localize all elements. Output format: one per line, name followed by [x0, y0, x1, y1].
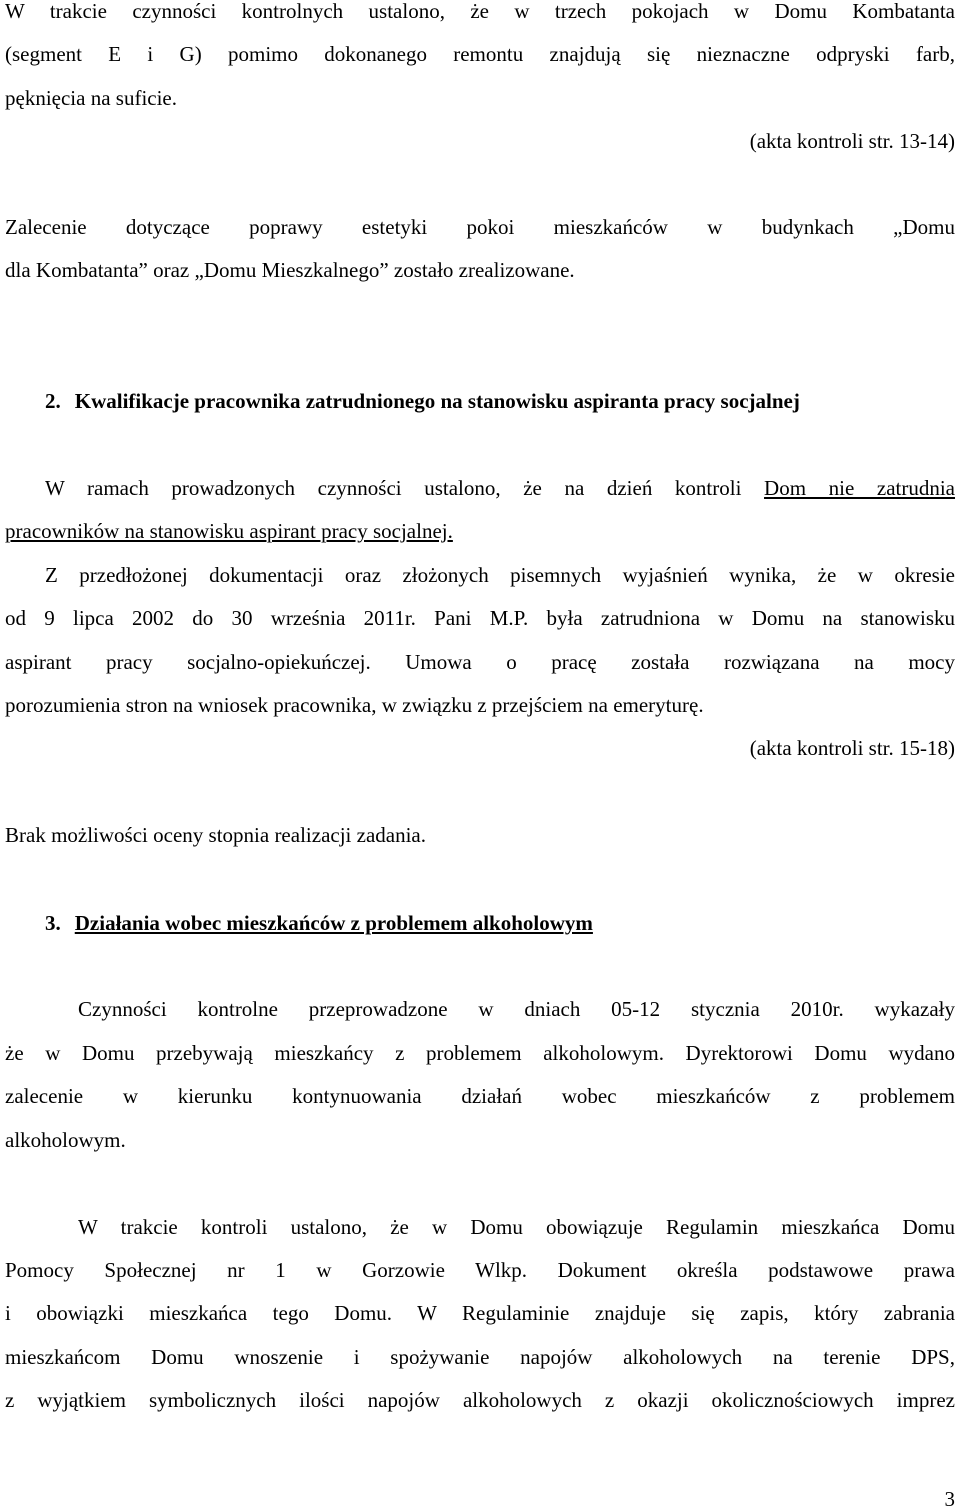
paragraph-3-line-1: [45, 478, 955, 499]
paragraph-7-line-4: mieszkańcom Domu wnoszenie i spożywanie napojów alkoholowych na terenie DPS,: [5, 1345, 955, 1369]
paragraph-3-line-2: pracowników na stanowisku aspirant pracy socjalnej.: [5, 519, 453, 543]
paragraph-6-line-1: Czynności kontrolne przeprowadzone w dniach 05-12 stycznia 2010r. wykazały: [78, 997, 955, 1021]
paragraph-7-line-5: z wyjątkiem symbolicznych ilości napojów alkoholowych z okazji okolicznościowych imprez: [5, 1388, 955, 1412]
paragraph-1-line-2: (segment E i G) pomimo dokonanego remontu znajdują się nieznaczne odpryski farb,: [5, 42, 955, 66]
section-2-title: Kwalifikacje pracownika zatrudnionego na stanowisku aspiranta pracy socjalnej: [74, 389, 800, 413]
paragraph-1-line-3: pęknięcia na suficie.: [5, 86, 177, 110]
paragraph-1-line-1: W trakcie czynności kontrolnych ustalono, że w trzech pokojach w Domu Kombatanta: [5, 0, 955, 23]
paragraph-2-line-2: dla Kombatanta” oraz „Domu Mieszkalnego” zostało zrealizowane.: [5, 258, 575, 282]
paragraph-4-line-1: Z przedłożonej dokumentacji oraz złożonych pisemnych wyjaśnień wynika, że w okresie: [45, 563, 955, 587]
paragraph-7-line-3: i obowiązki mieszkańca tego Domu. W Regulaminie znajduje się zapis, który zabrania: [5, 1301, 955, 1325]
paragraph-7-line-1: W trakcie kontroli ustalono, że w Domu obowiązuje Regulamin mieszkańca Domu: [78, 1215, 955, 1239]
paragraph-4-line-3: aspirant pracy socjalno-opiekuńczej. Umowa o pracę została rozwiązana na mocy: [5, 650, 955, 674]
section-2-number: 2.: [45, 389, 61, 413]
paragraph-6-line-2: że w Domu przebywają mieszkańcy z problemem alkoholowym. Dyrektorowi Domu wydano: [5, 1041, 955, 1065]
section-2-heading: [45, 391, 955, 412]
page-number: 3: [944, 1487, 955, 1511]
section-3-number: 3.: [45, 911, 61, 935]
paragraph-4-reference: (akta kontroli str. 15-18): [749, 736, 955, 760]
paragraph-5-line-1: Brak możliwości oceny stopnia realizacji zadania.: [5, 823, 426, 847]
section-3-title: Działania wobec mieszkańców z problemem alkoholowym: [74, 911, 593, 935]
paragraph-1-reference: (akta kontroli str. 13-14): [749, 129, 955, 153]
paragraph-6-line-4: alkoholowym.: [5, 1128, 126, 1152]
paragraph-4-line-2: od 9 lipca 2002 do 30 września 2011r. Pani M.P. była zatrudniona w Domu na stanowisku: [5, 606, 955, 630]
paragraph-2-line-1: Zalecenie dotyczące poprawy estetyki pokoi mieszkańców w budynkach „Domu: [5, 215, 955, 239]
section-3-heading: [45, 913, 955, 934]
paragraph-3-line-1-underlined: Dom nie zatrudnia: [764, 476, 956, 500]
paragraph-4-line-4: porozumienia stron na wniosek pracownika, w związku z przejściem na emeryturę.: [5, 693, 704, 717]
paragraph-7-line-2: Pomocy Społecznej nr 1 w Gorzowie Wlkp. Dokument określa podstawowe prawa: [5, 1258, 955, 1282]
paragraph-6-line-3: zalecenie w kierunku kontynuowania działań wobec mieszkańców z problemem: [5, 1084, 955, 1108]
paragraph-3-line-1-text: W ramach prowadzonych czynności ustalono, że na dzień kontroli: [45, 476, 765, 500]
